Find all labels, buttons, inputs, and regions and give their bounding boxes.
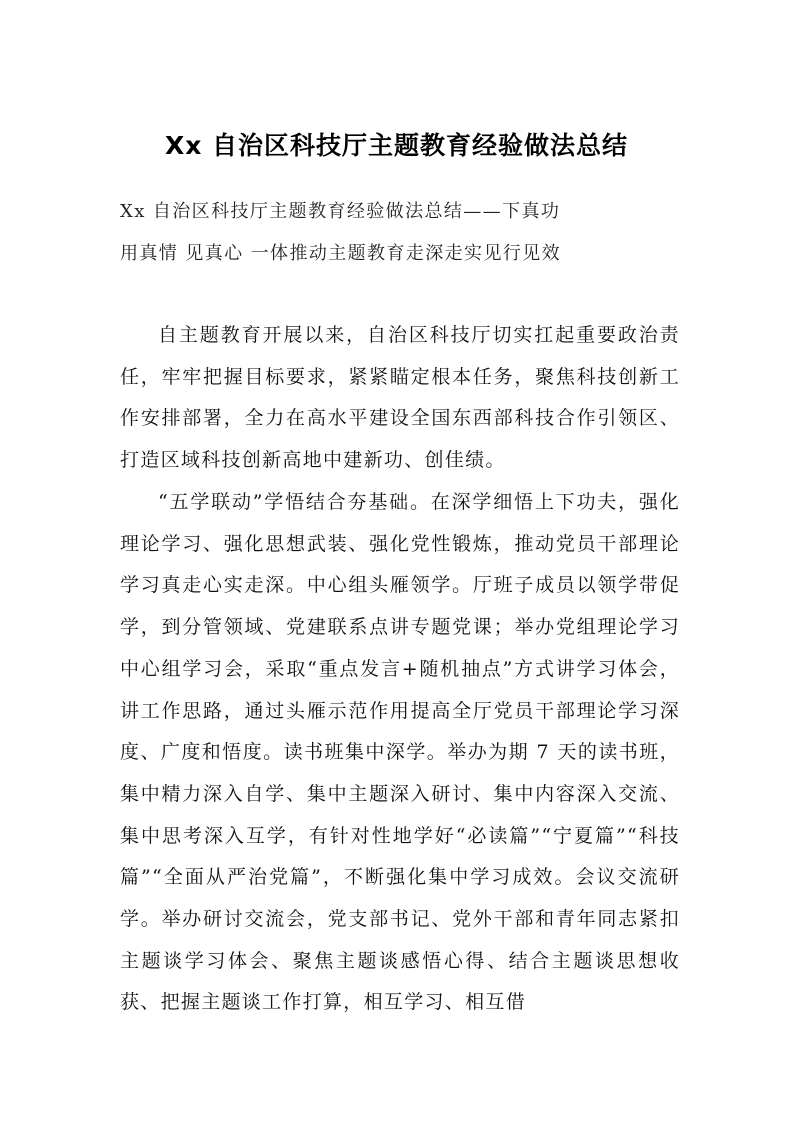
body-paragraph-1: 自主题教育开展以来，自治区科技厅切实扛起重要政治责任，牢牢把握目标要求，紧紧瞄定根本任务，聚焦科技创新工作安排部署，全力在高水平建设全国东西部科技合作引领区、打造区域科技创新高地中建新功、创佳绩。: [120, 324, 680, 472]
body-paragraph-2: “五学联动”学悟结合夯基础。在深学细悟上下功夫，强化理论学习、强化思想武装、强化党性锻炼，推动党员干部理论学习真走心实走深。中心组头雁领学。厅班子成员以领学带促学，到分管领域、党建联系点讲专题党课；举办党组理论学习中心组学习会，采取“重点发言+随机抽点”方式讲学习体会，讲工作思路，通过头雁示范作用提高全厅党员干部理论学习深度、广度和悟度。读书班集中深学。举办为期 7 天的读书班，集中精力深入自学、集中主题深入研讨、集中内容深入交流、集中思考深入互学，有针对性地学好“必读篇”“宁夏篇”“科技篇”“全面从严治党篇”，不断强化集中学习成效。会议交流研学。举办研讨交流会，党支部书记、党外干部和青年同志紧扣主题谈学习体会、聚焦主题谈感悟心得、结合主题谈思想收获、把握主题谈工作打算，相互学习、相互借: [120, 491, 680, 1014]
document-title: Xx 自治区科技厅主题教育经验做法总结: [164, 131, 629, 160]
document-subtitle-line-1: Xx 自治区科技厅主题教育经验做法总结——下真功: [120, 201, 561, 222]
document-subtitle-line-2: 用真情 见真心 一体推动主题教育走深走实见行见效: [120, 243, 562, 264]
